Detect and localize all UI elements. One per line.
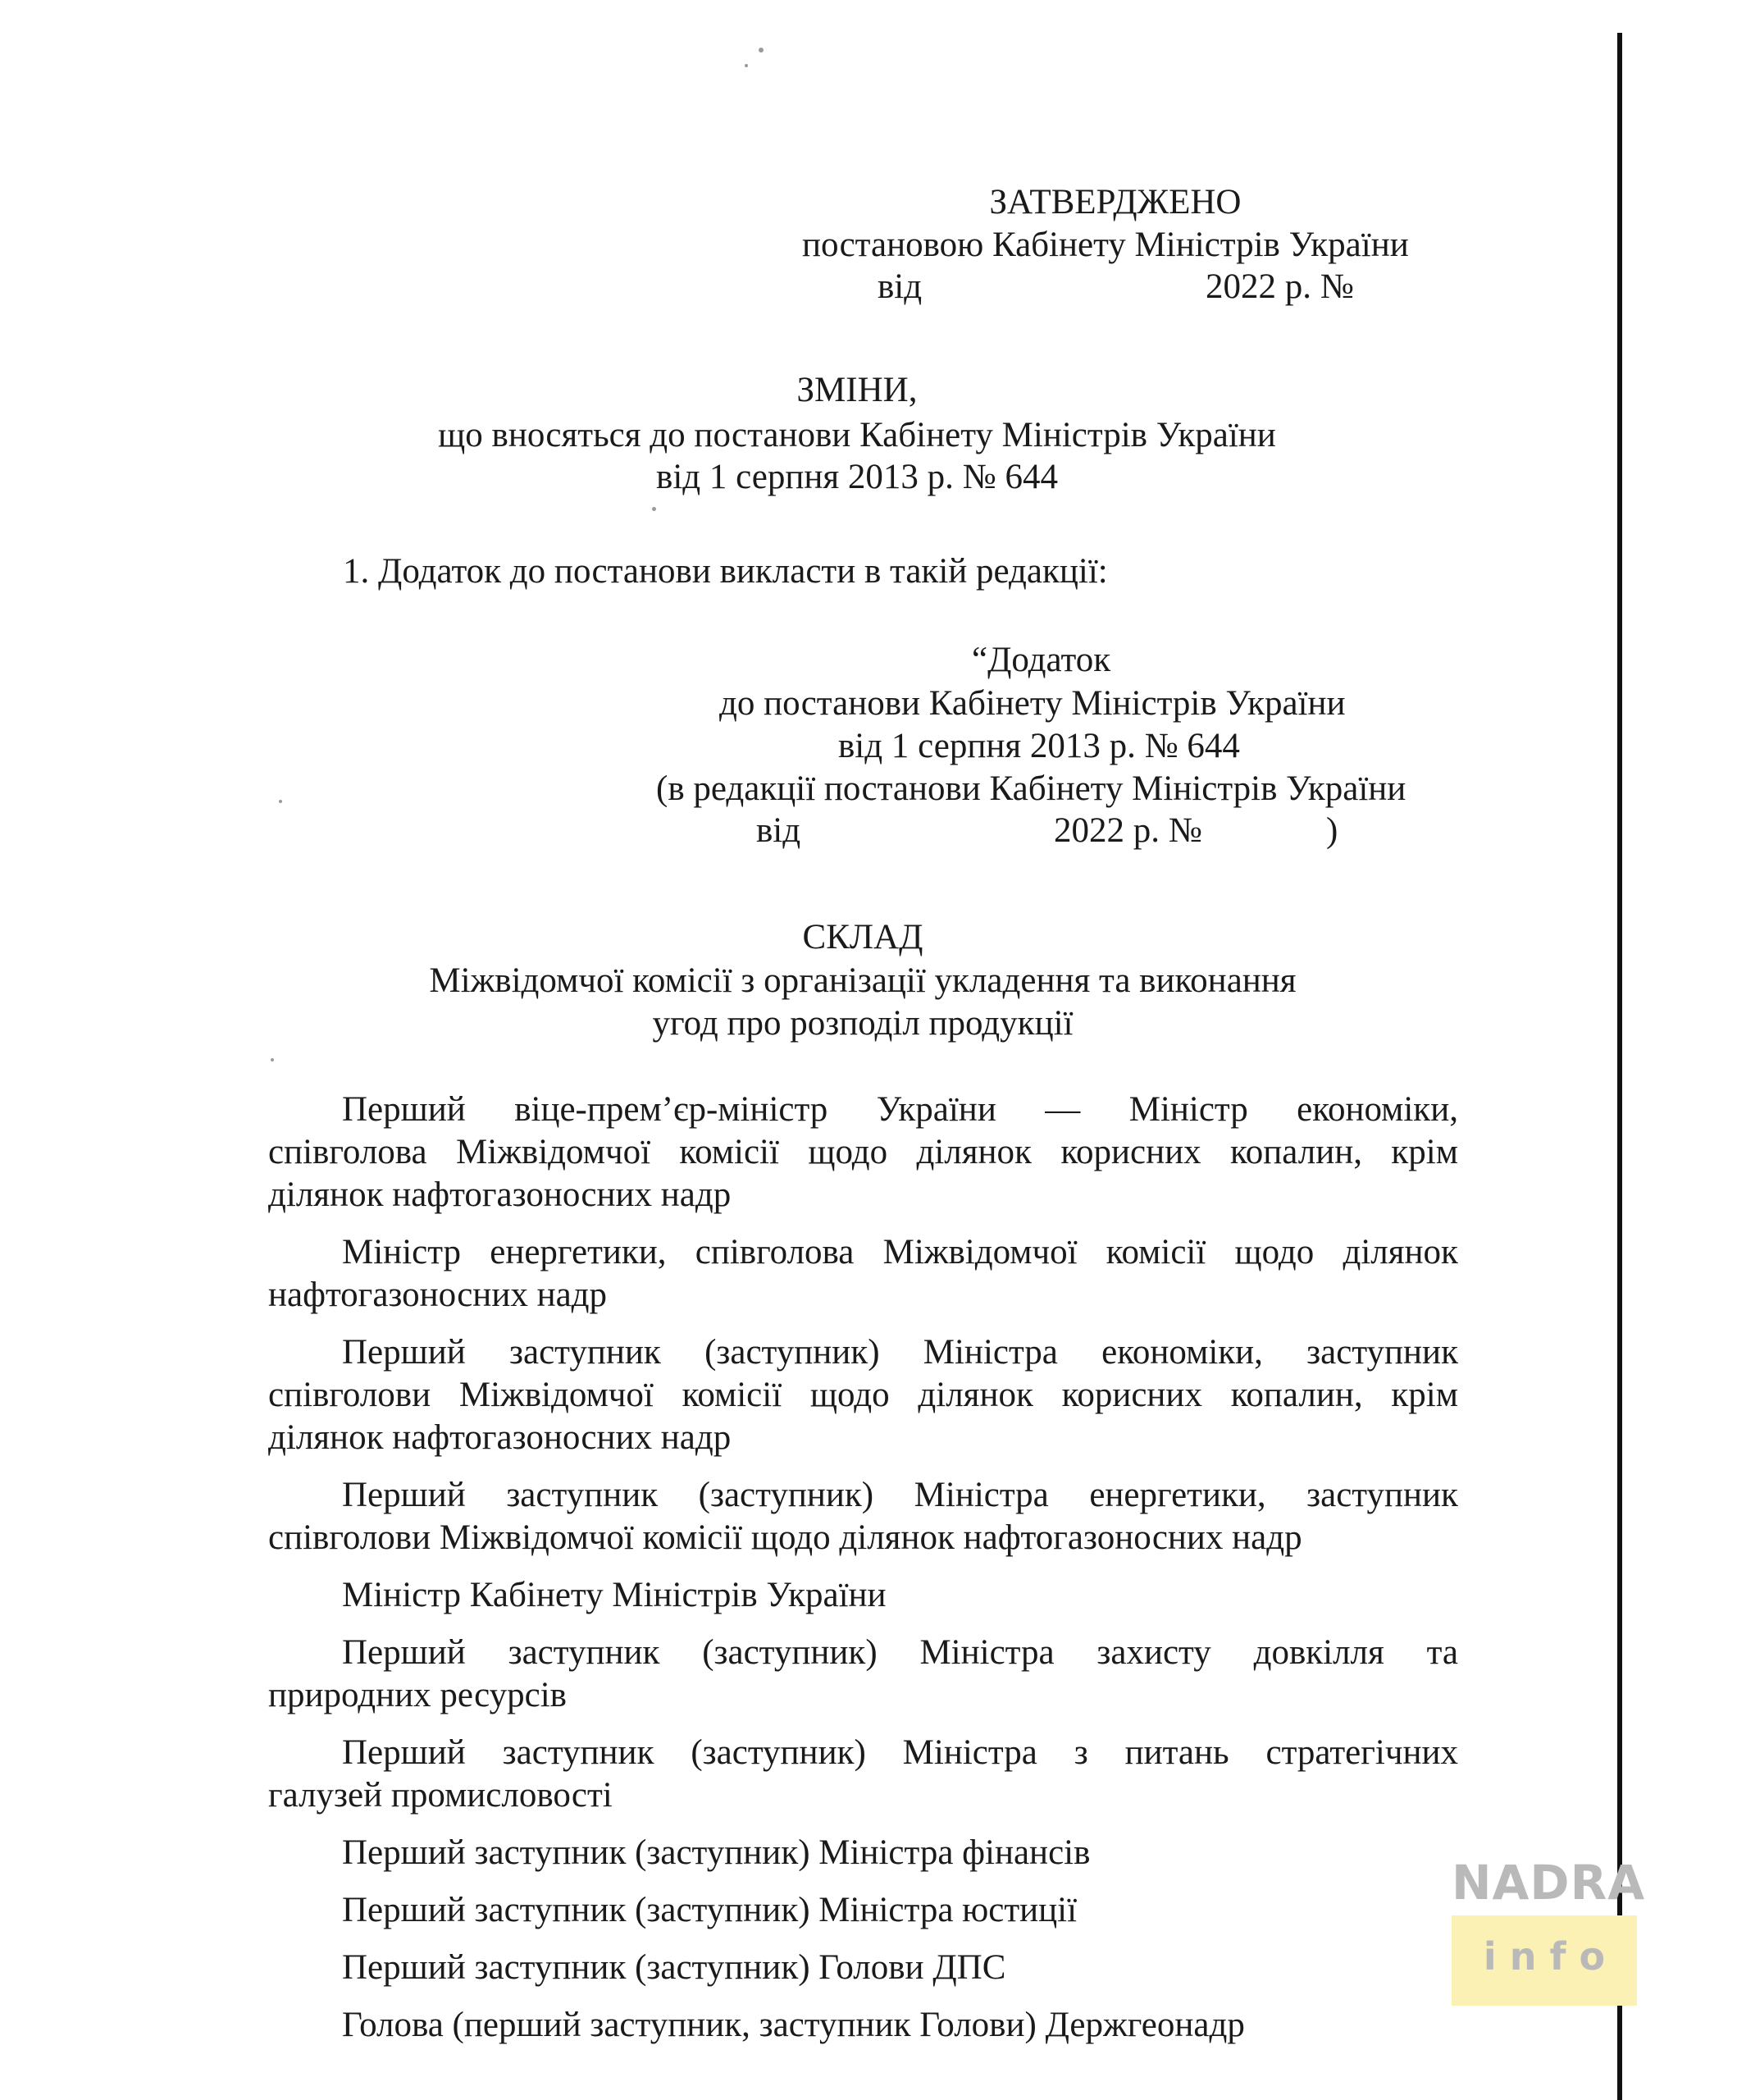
- member-word: Перший: [342, 1633, 466, 1672]
- annex-line-3: від 1 серпня 2013 р. № 644: [838, 727, 1240, 765]
- member-word: Міністр: [1128, 1090, 1248, 1129]
- clause-1: 1. Додаток до постанови викласти в такій редакції:: [343, 552, 1108, 591]
- annex-line-1: “Додаток: [972, 641, 1111, 679]
- member-word: та: [1426, 1633, 1458, 1672]
- approval-stamp: ЗАТВЕРДЖЕНО: [989, 183, 1242, 221]
- watermark-bottom-text: i n f o: [1452, 1915, 1637, 2006]
- member-word: заступник: [1306, 1333, 1458, 1372]
- member-word: копалин,: [1230, 1376, 1363, 1414]
- member-3-line-2: [268, 1374, 1458, 1417]
- annex-line-4: (в редакції постанови Кабінету Міністрів України: [656, 769, 1406, 808]
- member-word: ділянок: [916, 1133, 1032, 1171]
- member-3-line-1: [342, 1331, 1458, 1374]
- member-word: Перший: [342, 1333, 466, 1372]
- member-word: України: [876, 1090, 996, 1129]
- member-word: заступник: [509, 1333, 661, 1372]
- annex-line-5-mid: 2022 р. №: [1054, 811, 1202, 850]
- member-word: корисних: [1060, 1133, 1201, 1171]
- member-11-last-line: Голова (перший заступник, заступник Голови) Держгеонадр: [342, 2006, 1245, 2044]
- member-word: крім: [1391, 1376, 1458, 1414]
- member-4-line-1: [342, 1474, 1458, 1517]
- member-7-line-1: [342, 1732, 1458, 1774]
- member-word: Перший: [342, 1090, 466, 1129]
- member-8-last-line: Перший заступник (заступник) Міністра фінансів: [342, 1833, 1091, 1872]
- member-word: корисних: [1061, 1376, 1202, 1414]
- member-word: ділянок: [1343, 1233, 1458, 1271]
- member-word: Перший: [342, 1733, 466, 1772]
- changes-heading: ЗМІНИ,: [796, 371, 918, 409]
- member-word: довкілля: [1253, 1633, 1384, 1672]
- member-word: щодо: [1234, 1233, 1315, 1271]
- scan-speck: [279, 800, 282, 803]
- scan-edge-line: [1617, 33, 1622, 2100]
- member-6-last-line: природних ресурсів: [268, 1676, 567, 1714]
- member-word: Перший: [342, 1476, 466, 1514]
- member-word: заступник: [506, 1476, 659, 1514]
- member-word: співголови: [268, 1376, 431, 1414]
- composition-line-2: угод про розподіл продукції: [652, 1004, 1074, 1043]
- member-word: Міністра: [923, 1333, 1058, 1372]
- member-word: комісії: [682, 1376, 782, 1414]
- member-7-last-line: галузей промисловості: [268, 1776, 613, 1815]
- member-word: захисту: [1096, 1633, 1211, 1672]
- member-word: питань: [1124, 1733, 1229, 1772]
- member-word: Міністр: [342, 1233, 462, 1271]
- member-word: комісії: [679, 1133, 779, 1171]
- member-3-last-line: ділянок нафтогазоносних надр: [268, 1418, 732, 1457]
- approval-date-suffix: 2022 р. №: [1206, 267, 1354, 306]
- member-word: економіки,: [1101, 1333, 1263, 1372]
- member-word: співголова: [695, 1233, 855, 1271]
- member-word: ділянок: [918, 1376, 1033, 1414]
- member-word: копалин,: [1230, 1133, 1362, 1171]
- changes-subtitle-1: що вносяться до постанови Кабінету Міністрів України: [438, 416, 1276, 454]
- member-word: Міжвідомчої: [882, 1233, 1078, 1271]
- annex-line-5-suffix: ): [1326, 811, 1338, 850]
- member-word: енергетики,: [490, 1233, 667, 1271]
- member-word: Міністра: [914, 1476, 1049, 1514]
- nadra-info-watermark: [1452, 1850, 1646, 2006]
- scan-speck: [745, 64, 748, 67]
- member-word: Міжвідомчої: [456, 1133, 651, 1171]
- member-word: Міжвідомчої: [458, 1376, 654, 1414]
- scan-speck: [271, 1058, 274, 1061]
- approval-by: постановою Кабінету Міністрів України: [802, 226, 1409, 264]
- member-10-last-line: Перший заступник (заступник) Голови ДПС: [342, 1948, 1006, 1987]
- member-word: енергетики,: [1089, 1476, 1266, 1514]
- member-4-last-line: співголови Міжвідомчої комісії щодо ділянок нафтогазоносних надр: [268, 1518, 1302, 1557]
- member-word: (заступник): [704, 1333, 880, 1372]
- member-word: щодо: [809, 1376, 890, 1414]
- member-9-last-line: Перший заступник (заступник) Міністра юстиції: [342, 1891, 1078, 1929]
- member-word: з: [1074, 1733, 1088, 1772]
- member-word: віце-прем’єр-міністр: [514, 1090, 828, 1129]
- member-word: Міністра: [919, 1633, 1055, 1672]
- composition-heading: СКЛАД: [802, 918, 923, 956]
- changes-subtitle-2: від 1 серпня 2013 р. № 644: [656, 458, 1058, 496]
- member-word: заступник: [502, 1733, 654, 1772]
- member-word: —: [1045, 1090, 1081, 1129]
- member-word: (заступник): [698, 1476, 874, 1514]
- member-1-line-1: [342, 1089, 1458, 1131]
- member-2-last-line: нафтогазоносних надр: [268, 1276, 608, 1314]
- member-word: комісії: [1106, 1233, 1206, 1271]
- member-5-last-line: Міністр Кабінету Міністрів України: [342, 1576, 887, 1614]
- member-word: Міністра: [902, 1733, 1037, 1772]
- approval-date-prefix: від: [878, 267, 923, 306]
- member-word: щодо: [808, 1133, 888, 1171]
- composition-line-1: Міжвідомчої комісії з організації укладення та виконання: [429, 961, 1297, 1000]
- watermark-top-text: NADRA: [1452, 1855, 1646, 1911]
- member-word: заступник: [508, 1633, 660, 1672]
- member-1-last-line: ділянок нафтогазоносних надр: [268, 1176, 732, 1214]
- member-6-line-1: [342, 1632, 1458, 1674]
- member-2-line-1: [342, 1231, 1458, 1274]
- member-word: економіки,: [1297, 1090, 1458, 1129]
- scan-speck: [759, 48, 764, 52]
- member-word: (заступник): [691, 1733, 866, 1772]
- member-1-line-2: [268, 1131, 1458, 1174]
- member-word: заступник: [1306, 1476, 1458, 1514]
- annex-line-5-prefix: від: [756, 811, 801, 850]
- member-word: співголова: [268, 1133, 427, 1171]
- member-word: стратегічних: [1265, 1733, 1458, 1772]
- member-word: (заступник): [702, 1633, 878, 1672]
- scan-speck: [652, 507, 656, 511]
- annex-line-2: до постанови Кабінету Міністрів України: [719, 684, 1346, 723]
- member-word: крім: [1391, 1133, 1458, 1171]
